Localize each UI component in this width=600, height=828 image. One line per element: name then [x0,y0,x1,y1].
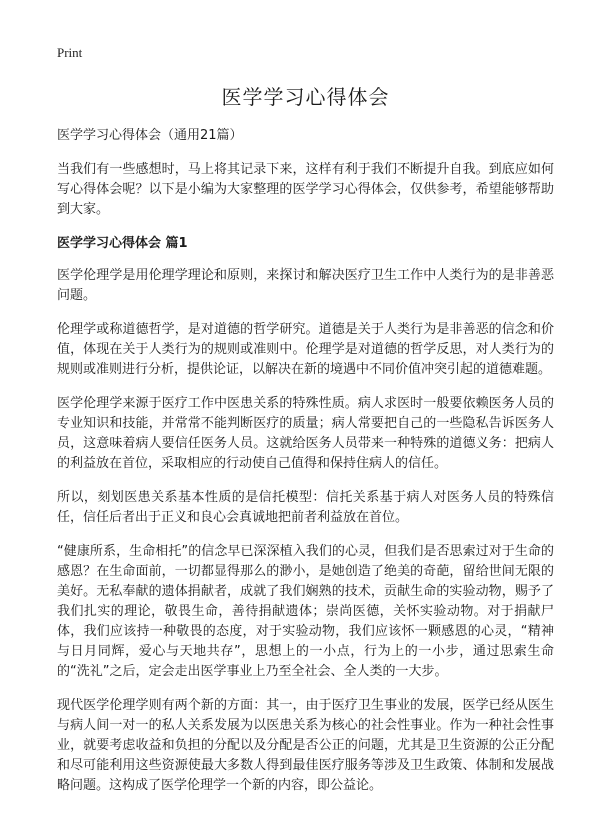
body-paragraph-6: 现代医学伦理学则有两个新的方面：其一，由于医疗卫生事业的发展，医学已经从医生与病人间一对一的私人关系发展为以医患关系为核心的社会性事业。作为一种社会性事业，就要考虑收益和负担的分配以及分配是否公正的问题，尤其是卫生资源的公正分配和尽可能利用这些资源使最大多数人得到最佳医疗服务等涉及卫生政策、体制和发展战略问题。这构成了医学伦理学一个新的内容，即公益论。 [57,698,554,793]
body-paragraph-4: 所以，刻划医患关系基本性质的是信托模型：信托关系基于病人对医务人员的特殊信任，信任后者出于正义和良心会真诚地把前者利益放在首位。 [57,490,554,525]
intro-paragraph: 当我们有一些感想时，马上将其记录下来，这样有利于我们不断提升自我。到底应如何写心得体会呢？以下是小编为大家整理的医学学习心得体会，仅供参考，希望能够帮助到大家。 [57,162,554,217]
body-paragraph-1: 医学伦理学是用伦理学理论和原则，来探讨和解决医疗卫生工作中人类行为的是非善恶问题。 [57,268,554,303]
document-subtitle: 医学学习心得体会（通用21篇） [57,128,243,143]
page-title: 医学学习心得体会 [221,85,390,109]
print-link[interactable]: Print [57,45,83,60]
body-paragraph-2: 伦理学或称道德哲学，是对道德的哲学研究。道德是关于人类行为是非善恶的信念和价值，体现在关于人类行为的规则或准则中。伦理学是对道德的哲学反思，对人类行为的规则或准则进行分析，提供论证，以解决在新的境遇中不同价值冲突引起的道德难题。 [57,322,554,377]
section-heading: 医学学习心得体会 篇1 [57,236,188,251]
body-paragraph-3: 医学伦理学来源于医疗工作中医患关系的特殊性质。病人求医时一般要依赖医务人员的专业知识和技能，并常常不能判断医疗的质量；病人常要把自己的一些隐私告诉医务人员，这意味着病人要信任医务人员。这就给医务人员带来一种特殊的道德义务：把病人的利益放在首位，采取相应的行动使自己值得和保持住病人的信任。 [57,396,554,471]
body-paragraph-5: “健康所系，生命相托”的信念早已深深植入我们的心灵，但我们是否思索过对于生命的感恩？在生命面前，一切都显得那么的渺小，是她创造了绝美的奇葩，留给世间无限的美好。无私奉献的遗体捐献者，成就了我们娴熟的技术，贡献生命的实验动物，赐予了我们扎实的理论，敬畏生命，善待捐献遗体；崇尚医德，关怀实验动物。对于捐献尸体，我们应该持一种敬畏的态度，对于实验动物，我们应该怀一颗感恩的心灵，“精神与日月同辉，爱心与天地共存”，思想上的一小点，行为上的一小步，通过思索生命的“洗礼”之后，定会走出医学事业上乃至全社会、全人类的一大步。 [57,544,554,679]
